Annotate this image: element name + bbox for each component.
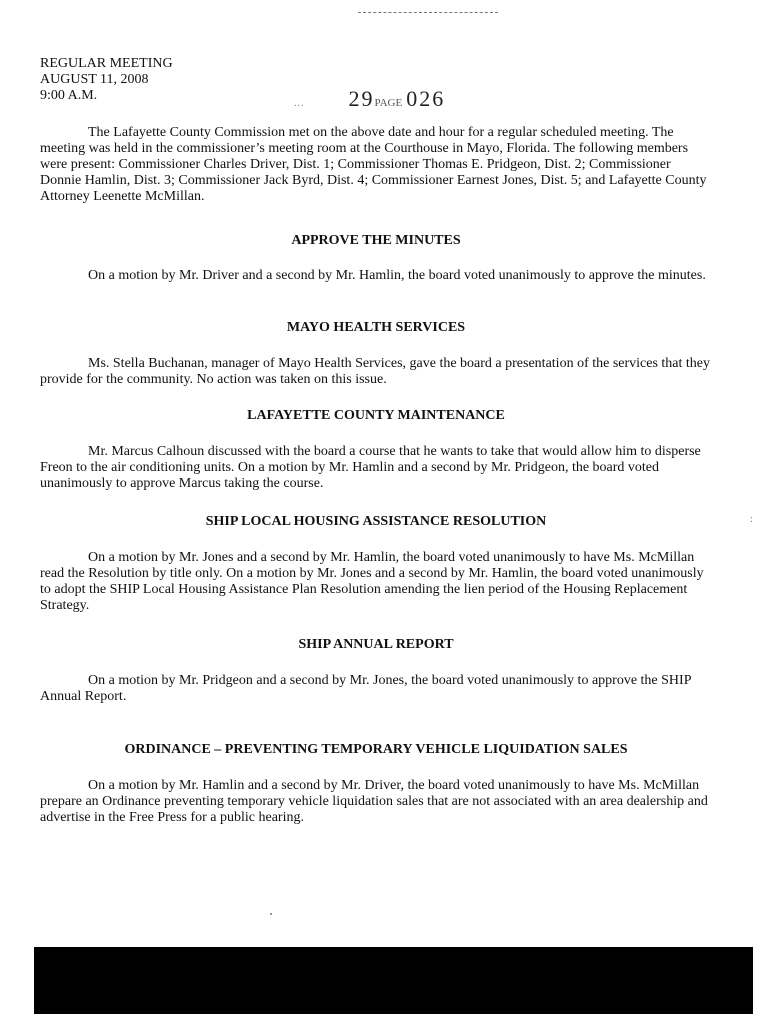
paragraph-mayo-health: Ms. Stella Buchanan, manager of Mayo Health Services, gave the board a presentation of the services that they provide for the community. No action was taken on this issue.: [40, 356, 711, 387]
meeting-type: REGULAR MEETING: [40, 56, 173, 71]
book-page-stamp: [294, 86, 445, 112]
paragraph-ship-annual-report: On a motion by Mr. Pridgeon and a second by Mr. Jones, the board voted unanimously to approve the SHIP Annual Report.: [40, 673, 691, 704]
top-scan-rule: [358, 12, 498, 14]
intro-paragraph: The Lafayette County Commission met on the above date and hour for a regular scheduled meeting. The meeting was held in the commissioner’s meeting room at the Courthouse in Mayo, Florida. The following members were present: Commissioner Charles Driver, Dist. 1; Commissioner Thomas E. Pridgeon, Dist. 2; Commissioner Donnie Hamlin, Dist. 3; Commissioner Jack Byrd, Dist. 4; Commissioner Earnest Jones, Dist. 5; and Lafayette County Attorney Leenette McMillan.: [40, 125, 707, 204]
scan-edge-mark: :: [750, 514, 753, 525]
paragraph-ordinance: On a motion by Mr. Hamlin and a second by Mr. Driver, the board voted unanimously to have Ms. McMillan prepare an Ordinance preventing temporary vehicle liquidation sales that are not associated with an area dealership and advertise in the Free Press for a public hearing.: [40, 778, 708, 825]
stamp-prefix: ...: [294, 98, 305, 109]
meeting-date: AUGUST 11, 2008: [40, 72, 149, 87]
meeting-time: 9:00 A.M.: [40, 88, 98, 103]
paragraph-county-maintenance: Mr. Marcus Calhoun discussed with the board a course that he wants to take that would allow him to disperse Freon to the air conditioning units. On a motion by Mr. Hamlin and a second by Mr. Pridgeon, the board voted unanimously to approve Marcus taking the course.: [40, 444, 701, 491]
heading-ship-resolution: SHIP LOCAL HOUSING ASSISTANCE RESOLUTION: [205, 514, 547, 529]
scan-speck: [270, 913, 272, 915]
heading-county-maintenance: LAFAYETTE COUNTY MAINTENANCE: [247, 408, 505, 423]
stamp-page-label: PAGE: [374, 97, 403, 109]
heading-ordinance: ORDINANCE – PREVENTING TEMPORARY VEHICLE LIQUIDATION SALES: [124, 742, 628, 757]
paragraph-approve-minutes: On a motion by Mr. Driver and a second by Mr. Hamlin, the board voted unanimously to approve the minutes.: [88, 268, 706, 283]
stamp-book-number: 29: [348, 86, 375, 111]
heading-ship-annual-report: SHIP ANNUAL REPORT: [298, 637, 454, 652]
heading-approve-minutes: APPROVE THE MINUTES: [291, 233, 461, 248]
redaction-bar: [34, 947, 753, 1014]
paragraph-ship-resolution: On a motion by Mr. Jones and a second by Mr. Hamlin, the board voted unanimously to have Ms. McMillan read the Resolution by title only. On a motion by Mr. Jones and a second by Mr. Hamlin, the board voted unanimously to adopt the SHIP Local Housing Assistance Plan Resolution amending the lien period of the Housing Replacement Strategy.: [40, 550, 704, 613]
meeting-header: [40, 56, 173, 104]
stamp-page-number: 026: [406, 86, 446, 111]
heading-mayo-health: MAYO HEALTH SERVICES: [286, 320, 466, 335]
